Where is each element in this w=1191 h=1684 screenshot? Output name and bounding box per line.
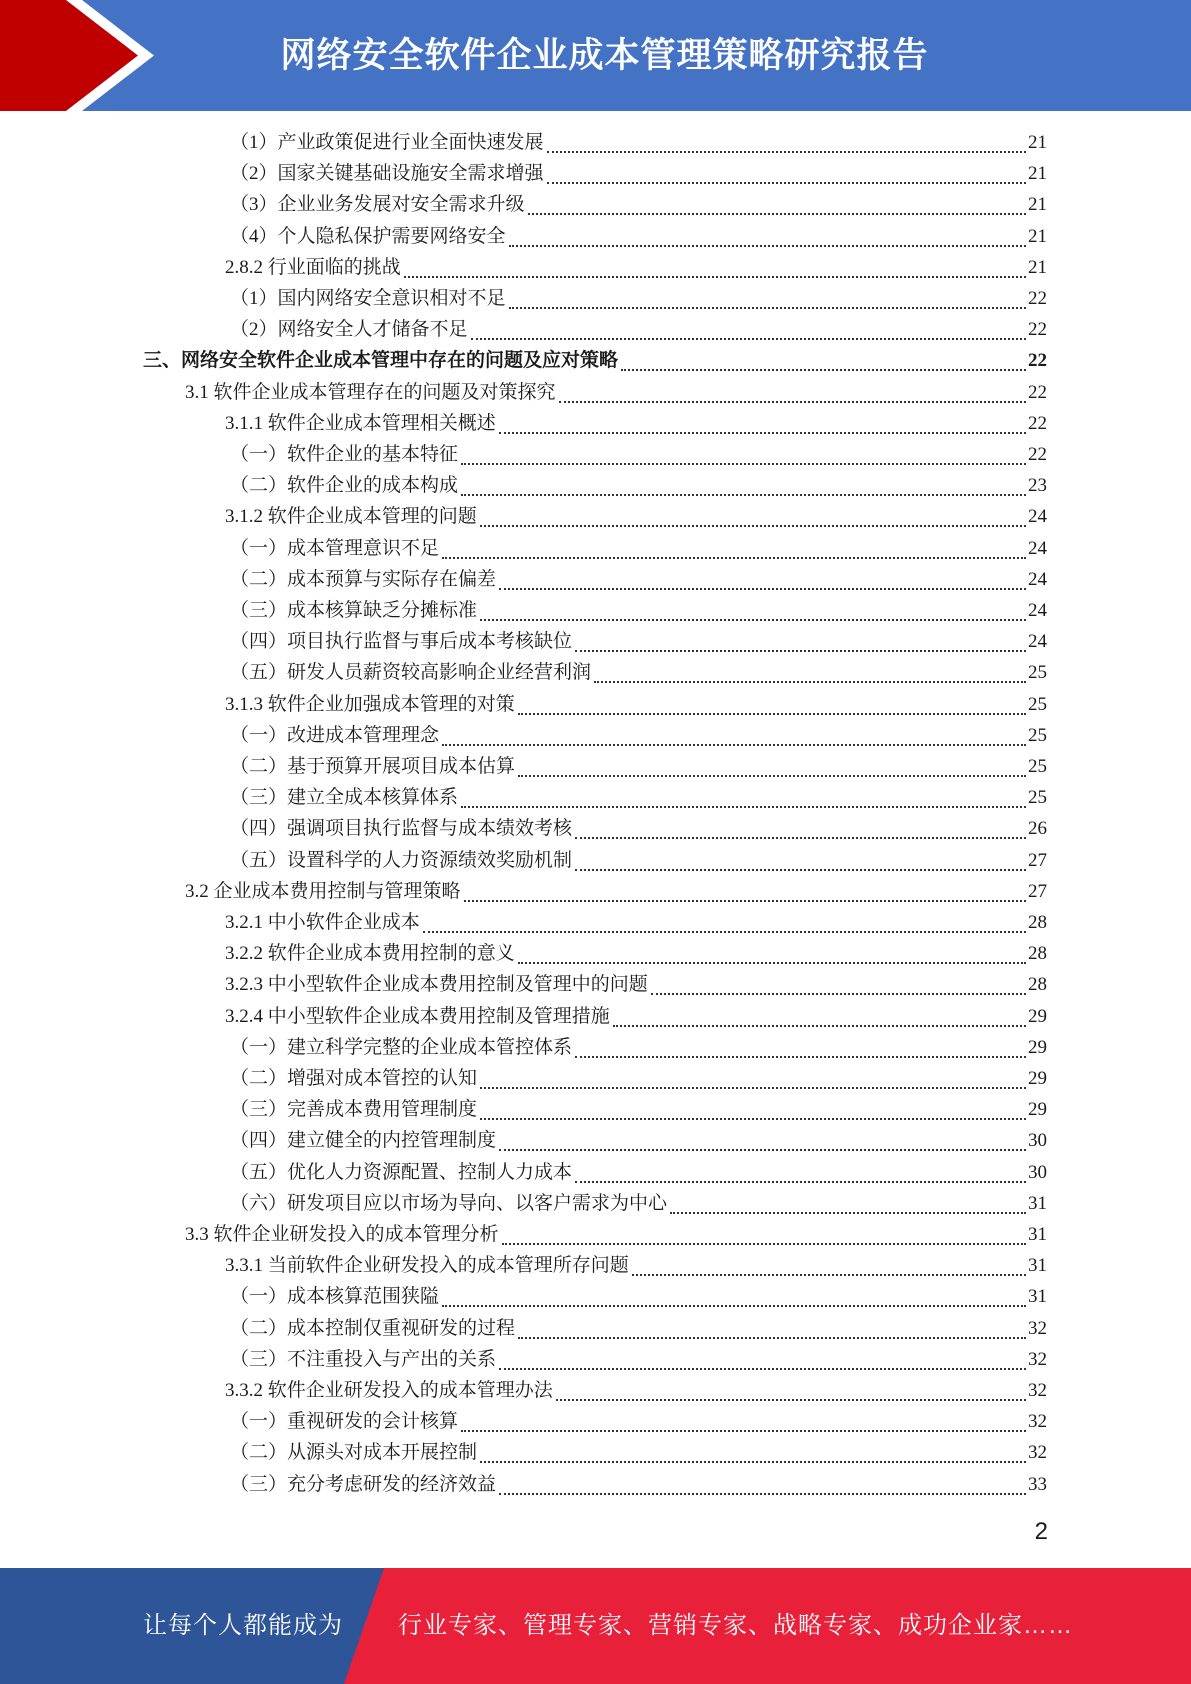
toc-entry-page: 22	[1028, 350, 1047, 372]
toc-entry[interactable]	[230, 1094, 1047, 1125]
toc-entry-title: 3.1.2 软件企业成本管理的问题	[225, 506, 477, 528]
toc-leader-dots	[575, 868, 1026, 871]
toc-leader-dots	[464, 899, 1026, 902]
toc-leader-dots	[575, 836, 1026, 839]
toc-entry-page: 30	[1028, 1161, 1047, 1183]
toc-entry-title: （一）成本核算范围狭隘	[230, 1286, 440, 1308]
toc-entry-title: 3.1.1 软件企业成本管理相关概述	[225, 412, 496, 434]
toc-entry-page: 21	[1028, 163, 1047, 185]
toc-entry-page: 28	[1028, 974, 1047, 996]
toc-entry[interactable]	[185, 377, 1047, 408]
toc-entry-title: 3.2.1 中小软件企业成本	[225, 912, 420, 933]
toc-entry[interactable]	[230, 1157, 1047, 1188]
toc-entry-page: 29	[1028, 1036, 1047, 1058]
toc-entry-title: （二）基于预算开展项目成本估算	[230, 756, 516, 777]
toc-leader-dots	[547, 181, 1026, 184]
toc-entry-page: 22	[1028, 381, 1047, 403]
toc-entry-title: 3.3.2 软件企业研发投入的成本管理办法	[225, 1380, 553, 1401]
toc-entry[interactable]	[230, 657, 1047, 688]
toc-entry[interactable]	[185, 876, 1047, 907]
toc-entry-title: （1）国内网络安全意识相对不足	[230, 288, 506, 309]
toc-entry-page: 31	[1028, 1286, 1047, 1308]
toc-entry[interactable]	[225, 689, 1047, 720]
document-title: 网络安全软件企业成本管理策略研究报告	[280, 36, 929, 75]
toc-entry-title: （二）从源头对成本开展控制	[230, 1442, 478, 1464]
toc-entry[interactable]	[230, 1313, 1047, 1344]
toc-leader-dots	[480, 1117, 1026, 1120]
toc-entry-title: 3.2.4 中小型软件企业成本费用控制及管理措施	[225, 1005, 610, 1027]
toc-leader-dots	[575, 1180, 1026, 1183]
toc-entry[interactable]	[230, 189, 1047, 220]
toc-entry-page: 26	[1028, 818, 1047, 840]
toc-entry-page: 25	[1028, 724, 1047, 746]
toc-entry[interactable]	[225, 501, 1047, 532]
toc-entry[interactable]	[230, 626, 1047, 657]
footer-slogan-right: 行业专家、管理专家、营销专家、战略专家、成功企业家……	[398, 1612, 1073, 1639]
toc-entry-page: 25	[1028, 693, 1047, 715]
page-header	[0, 0, 1191, 111]
toc-entry-page: 31	[1028, 1192, 1047, 1214]
toc-entry[interactable]	[230, 1281, 1047, 1312]
toc-entry-page: 32	[1028, 1348, 1047, 1370]
toc-entry-title: 2.8.2 行业面临的挑战	[225, 256, 401, 278]
toc-entry[interactable]	[230, 782, 1047, 813]
toc-entry-page: 21	[1028, 194, 1047, 216]
toc-leader-dots	[518, 712, 1026, 715]
toc-entry-page: 22	[1028, 444, 1047, 465]
toc-entry-page: 30	[1028, 1130, 1047, 1152]
toc-entry-page: 23	[1028, 475, 1047, 497]
toc-leader-dots	[670, 1211, 1026, 1214]
toc-entry[interactable]	[143, 345, 1047, 376]
toc-entry[interactable]	[230, 564, 1047, 595]
toc-entry[interactable]	[230, 158, 1047, 189]
toc-entry-title: （二）增强对成本管控的认知	[230, 1068, 478, 1089]
toc-entry-page: 24	[1028, 631, 1047, 653]
toc-entry[interactable]	[230, 595, 1047, 626]
toc-entry[interactable]	[230, 1063, 1047, 1094]
toc-entry-title: （1）产业政策促进行业全面快速发展	[230, 132, 544, 153]
toc-entry[interactable]	[230, 1344, 1047, 1375]
toc-entry[interactable]	[230, 1188, 1047, 1219]
toc-entry-page: 24	[1028, 506, 1047, 528]
toc-entry-page: 27	[1028, 849, 1047, 871]
toc-entry-title: （三）成本核算缺乏分摊标准	[230, 600, 478, 621]
toc-entry-title: （三）充分考虑研发的经济效益	[230, 1473, 497, 1495]
toc-leader-dots	[499, 1492, 1026, 1495]
toc-leader-dots	[442, 556, 1026, 559]
toc-leader-dots	[518, 961, 1026, 964]
toc-leader-dots	[509, 306, 1026, 309]
toc-entry-title: （二）软件企业的成本构成	[230, 475, 459, 497]
toc-leader-dots	[404, 275, 1026, 278]
toc-entry[interactable]	[230, 533, 1047, 564]
toc-leader-dots	[556, 1398, 1026, 1401]
toc-leader-dots	[480, 1086, 1026, 1089]
toc-leader-dots	[594, 680, 1026, 683]
toc-leader-dots	[461, 462, 1026, 465]
toc-entry-page: 32	[1028, 1380, 1047, 1401]
toc-entry[interactable]	[225, 252, 1047, 283]
toc-entry-title: （三）完善成本费用管理制度	[230, 1099, 478, 1121]
toc-leader-dots	[528, 212, 1026, 215]
toc-entry-title: （二）成本预算与实际存在偏差	[230, 568, 497, 590]
toc-entry[interactable]	[225, 1001, 1047, 1032]
toc-entry-page: 22	[1028, 319, 1047, 341]
toc-leader-dots	[471, 337, 1026, 340]
toc-entry-page: 31	[1028, 1255, 1047, 1277]
toc-entry[interactable]	[230, 1469, 1047, 1500]
toc-leader-dots	[423, 930, 1026, 933]
toc-entry-page: 24	[1028, 600, 1047, 621]
toc-entry-page: 32	[1028, 1442, 1047, 1464]
toc-leader-dots	[632, 1273, 1026, 1276]
toc-entry[interactable]	[225, 1375, 1047, 1406]
toc-entry-title: （四）项目执行监督与事后成本考核缺位	[230, 631, 573, 653]
toc-entry[interactable]	[185, 1219, 1047, 1250]
toc-entry-page: 29	[1028, 1099, 1047, 1121]
toc-entry[interactable]	[225, 408, 1047, 439]
toc-entry[interactable]	[230, 720, 1047, 751]
toc-entry[interactable]	[225, 969, 1047, 1000]
toc-entry-title: 3.2.3 中小型软件企业成本费用控制及管理中的问题	[225, 974, 648, 996]
toc-entry[interactable]	[225, 1250, 1047, 1281]
toc-leader-dots	[547, 150, 1026, 153]
toc-leader-dots	[518, 1336, 1026, 1339]
toc-entry-page: 31	[1028, 1224, 1047, 1245]
toc-entry-page: 25	[1028, 787, 1047, 809]
toc-entry-page: 33	[1028, 1473, 1047, 1495]
toc-entry-title: 3.2.2 软件企业成本费用控制的意义	[225, 943, 515, 965]
toc-leader-dots	[442, 743, 1026, 746]
toc-leader-dots	[575, 1055, 1026, 1058]
toc-entry-title: （4）个人隐私保护需要网络安全	[230, 225, 506, 247]
toc-entry-title: （六）研发项目应以市场为导向、以客户需求为中心	[230, 1192, 668, 1214]
footer-slogan-left: 让每个人都能成为	[143, 1612, 343, 1639]
toc-entry-page: 24	[1028, 568, 1047, 590]
toc-leader-dots	[651, 992, 1026, 995]
toc-leader-dots	[499, 1367, 1026, 1370]
toc-entry-title: （一）建立科学完整的企业成本管控体系	[230, 1036, 573, 1058]
toc-leader-dots	[621, 368, 1026, 371]
toc-entry-page: 24	[1028, 537, 1047, 559]
toc-entry-page: 28	[1028, 912, 1047, 933]
toc-entry[interactable]	[230, 314, 1047, 345]
toc-entry-title: （3）企业业务发展对安全需求升级	[230, 194, 525, 216]
toc-entry-page: 21	[1028, 132, 1047, 153]
toc-entry-title: （2）网络安全人才储备不足	[230, 319, 468, 341]
toc-entry-title: （五）优化人力资源配置、控制人力成本	[230, 1161, 573, 1183]
toc-entry[interactable]	[230, 813, 1047, 844]
toc-entry-title: （五）研发人员薪资较高影响企业经营利润	[230, 662, 592, 684]
toc-entry-title: 3.1 软件企业成本管理存在的问题及对策探究	[185, 381, 556, 403]
toc-entry-page: 25	[1028, 662, 1047, 684]
toc-entry-page: 22	[1028, 288, 1047, 309]
toc-leader-dots	[480, 618, 1026, 621]
toc-entry-page: 29	[1028, 1005, 1047, 1027]
toc-entry-page: 28	[1028, 943, 1047, 965]
toc-entry-title: 3.3 软件企业研发投入的成本管理分析	[185, 1224, 499, 1245]
toc-leader-dots	[502, 1242, 1026, 1245]
toc-entry-title: （三）建立全成本核算体系	[230, 787, 459, 809]
toc-leader-dots	[480, 524, 1026, 527]
toc-entry-page: 27	[1028, 880, 1047, 902]
toc-entry-title: （2）国家关键基础设施安全需求增强	[230, 163, 544, 185]
toc-leader-dots	[461, 1429, 1026, 1432]
toc-entry-page: 22	[1028, 412, 1047, 434]
toc-entry[interactable]	[230, 1406, 1047, 1437]
page-number: 2	[1034, 1518, 1048, 1545]
toc-entry-title: （一）改进成本管理理念	[230, 724, 440, 746]
toc-entry-page: 32	[1028, 1317, 1047, 1339]
toc-entry-title: 3.2 企业成本费用控制与管理策略	[185, 880, 461, 902]
toc-entry[interactable]	[230, 1032, 1047, 1063]
toc-leader-dots	[461, 805, 1026, 808]
toc-entry[interactable]	[230, 221, 1047, 252]
toc-entry[interactable]	[230, 283, 1047, 314]
toc-entry-page: 32	[1028, 1411, 1047, 1433]
toc-leader-dots	[509, 244, 1026, 247]
toc-entry-title: （一）成本管理意识不足	[230, 537, 440, 559]
toc-entry[interactable]	[230, 1437, 1047, 1468]
toc-leader-dots	[499, 431, 1026, 434]
toc-entry[interactable]	[225, 907, 1047, 938]
toc-leader-dots	[518, 774, 1026, 777]
toc-entry[interactable]	[230, 845, 1047, 876]
toc-entry[interactable]	[230, 439, 1047, 470]
toc-entry-title: （三）不注重投入与产出的关系	[230, 1348, 497, 1370]
toc-entry-title: 三、网络安全软件企业成本管理中存在的问题及应对策略	[143, 350, 619, 372]
toc-entry-title: （一）重视研发的会计核算	[230, 1411, 459, 1433]
toc-entry-title: （一）软件企业的基本特征	[230, 444, 459, 465]
toc-leader-dots	[559, 400, 1026, 403]
toc-leader-dots	[613, 1024, 1026, 1027]
toc-entry-title: （四）强调项目执行监督与成本绩效考核	[230, 818, 573, 840]
toc-entry[interactable]	[230, 470, 1047, 501]
toc-entry-title: 3.3.1 当前软件企业研发投入的成本管理所存问题	[225, 1255, 629, 1277]
toc-leader-dots	[499, 1148, 1026, 1151]
page-footer	[0, 1568, 1191, 1684]
toc-entry[interactable]	[230, 1125, 1047, 1156]
toc-entry-title: （五）设置科学的人力资源绩效奖励机制	[230, 849, 573, 871]
toc-entry-title: （四）建立健全的内控管理制度	[230, 1130, 497, 1152]
toc-leader-dots	[575, 649, 1026, 652]
toc-leader-dots	[499, 587, 1026, 590]
toc-entry[interactable]	[230, 127, 1047, 158]
toc-entry-page: 21	[1028, 225, 1047, 247]
toc-leader-dots	[442, 1304, 1026, 1307]
toc-leader-dots	[480, 1460, 1026, 1463]
toc-entry-title: （二）成本控制仅重视研发的过程	[230, 1317, 516, 1339]
toc-entry-page: 21	[1028, 256, 1047, 278]
toc-entry[interactable]	[225, 938, 1047, 969]
toc-entry[interactable]	[230, 751, 1047, 782]
toc-leader-dots	[461, 493, 1026, 496]
toc-entry-page: 29	[1028, 1068, 1047, 1089]
toc-entry-page: 25	[1028, 756, 1047, 777]
toc-entry-title: 3.1.3 软件企业加强成本管理的对策	[225, 693, 515, 715]
